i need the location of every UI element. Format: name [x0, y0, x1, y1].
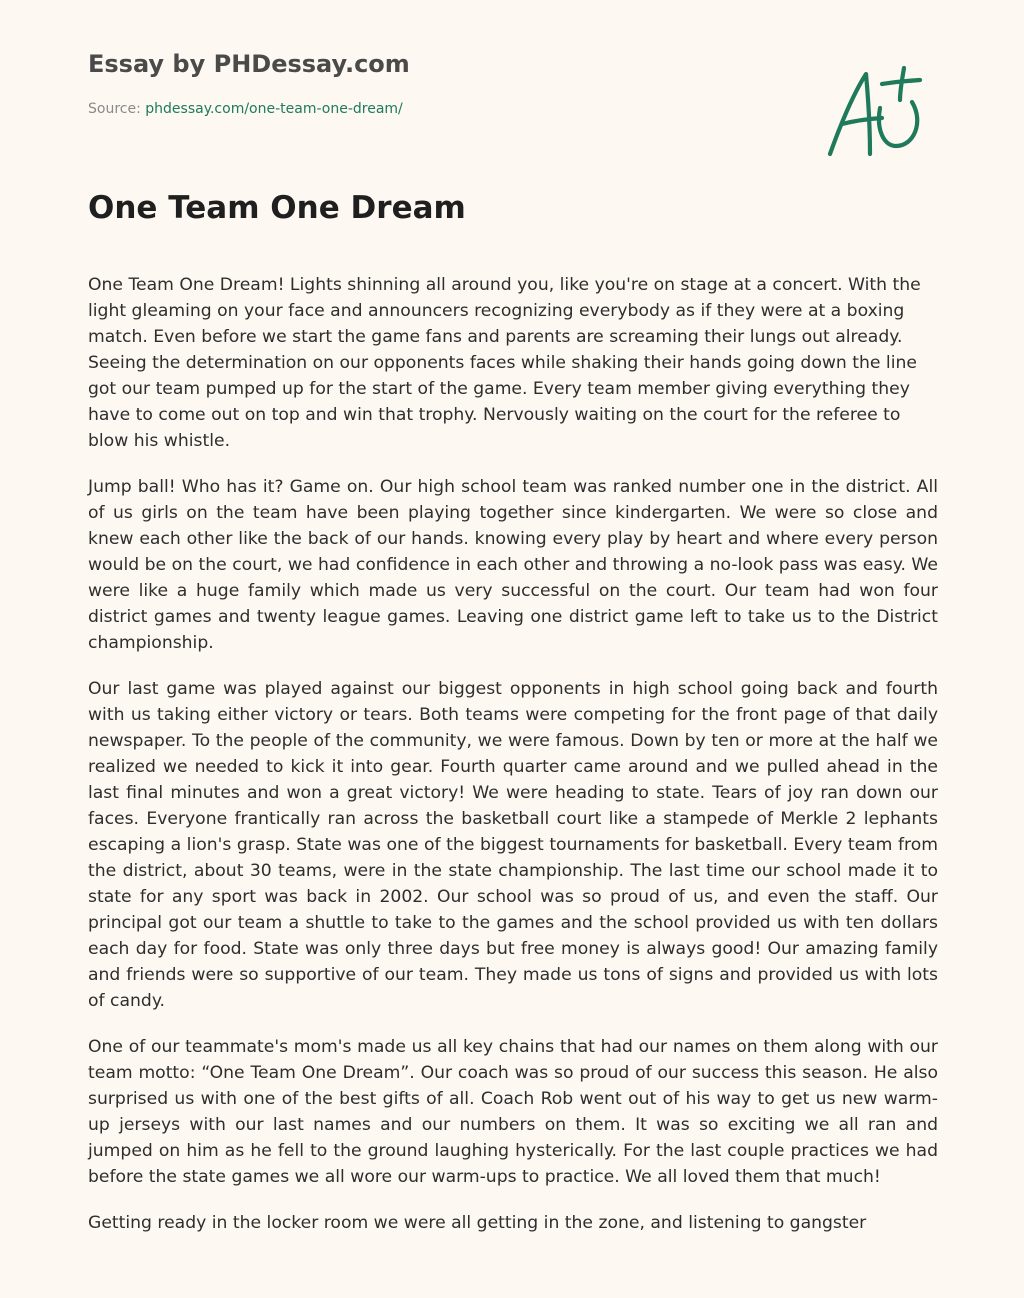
- a-plus-grade-icon: [822, 64, 932, 164]
- essay-paragraph-1: One Team One Dream! Lights shinning all around you, like you're on stage at a concert. With the light gleaming on your face and announcers recognizing everybody as if they were at a boxing match. Even before we start the game fans and parents are screaming their lungs out already. Seeing the determination on our opponents faces while shaking their hands going down the line got our team pumped up for the start of the game. Every team member giving everything they have to come out on top and win that trophy. Nervously waiting on the court for the referee to blow his whistle.: [88, 275, 921, 451]
- source-label: Source:: [88, 101, 146, 117]
- essay-title: One Team One Dream: [88, 190, 466, 226]
- essay-paragraph-2: Jump ball! Who has it? Game on. Our high school team was ranked number one in the district. All of us girls on the team have been playing together since kindergarten. We were so close and knew each other like the back of our hands. knowing every play by heart and where every person would be on the court, we had confidence in each other and throwing a no-look pass was easy. We were like a huge family which made us very successful on the court. Our team had won four district games and twenty league games. Leaving one district game left to take us to the District championship.: [88, 477, 938, 653]
- essay-paragraph-5: Getting ready in the locker room we were all getting in the zone, and listening to gangster: [88, 1213, 867, 1233]
- source-link[interactable]: phdessay.com/one-team-one-dream/: [145, 101, 403, 117]
- essay-paragraph-4: One of our teammate's mom's made us all key chains that had our names on them along with our team motto: “One Team One Dream”. Our coach was so proud of our success this season. He also surprised us with one of the best gifts of all. Coach Rob went out of his way to get us new warm-up jerseys with our last names and our numbers on them. It was so exciting we all ran and jumped on him as he fell to the ground laughing hysterically. For the last couple practices we had before the state games we all wore our warm-ups to practice. We all loved them that much!: [88, 1037, 938, 1187]
- site-title: Essay by PHDessay.com: [88, 50, 410, 78]
- source-line: [88, 101, 403, 117]
- essay-body: [88, 272, 938, 1256]
- essay-paragraph-3: Our last game was played against our biggest opponents in high school going back and fourth with us taking either victory or tears. Both teams were competing for the front page of that daily newspaper. To the people of the community, we were famous. Down by ten or more at the half we realized we needed to kick it into gear. Fourth quarter came around and we pulled ahead in the last final minutes and won a great victory! We were heading to state. Tears of joy ran down our faces. Everyone frantically ran across the basketball court like a stampede of Merkle 2 lephants escaping a lion's grasp. State was one of the biggest tournaments for basketball. Every team from the district, about 30 teams, were in the state championship. The last time our school made it to state for any sport was back in 2002. Our school was so proud of us, and even the staff. Our principal got our team a shuttle to take to the games and the school provided us with ten dollars each day for food. State was only three days but free money is always good! Our amazing family and friends were so supportive of our team. They made us tons of signs and provided us with lots of candy.: [88, 679, 938, 1011]
